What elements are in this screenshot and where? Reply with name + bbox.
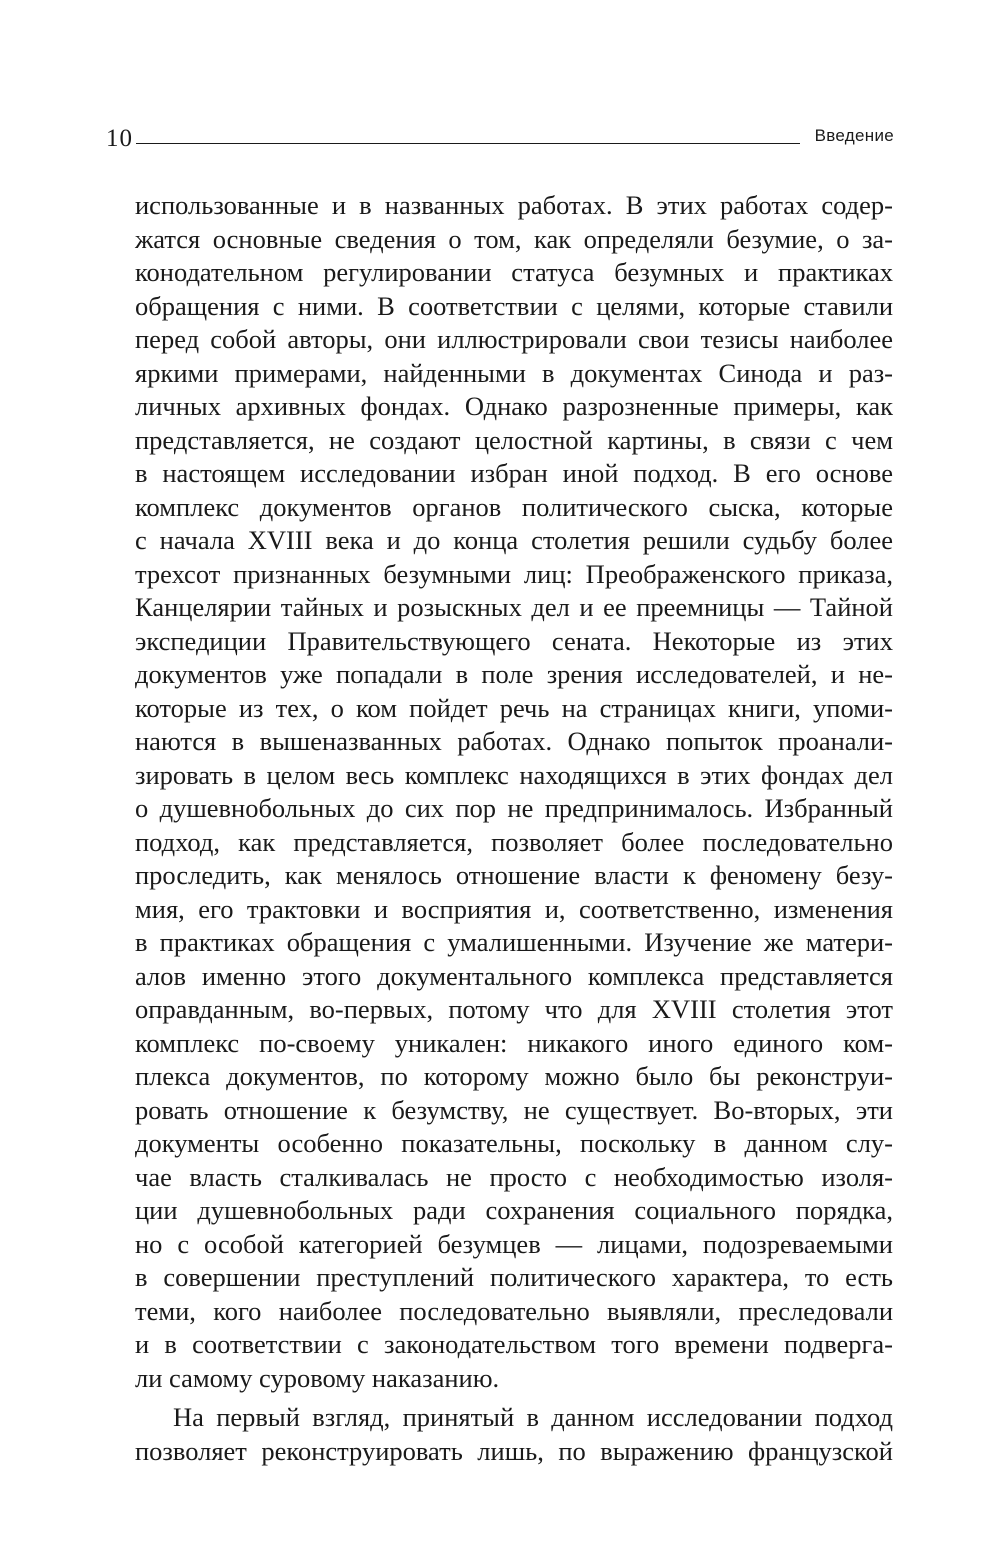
paragraph [135, 189, 893, 1395]
text-line: в совершении преступлений политического характера, то есть [135, 1262, 893, 1292]
text-line: ции душевнобольных ради сохранения социального порядка, [135, 1195, 893, 1225]
text-line: На первый взгляд, принятый в данном исследовании подход [173, 1402, 893, 1432]
header-rule [136, 143, 800, 144]
text-line: обращения с ними. В соответствии с целями, которые ставили [135, 290, 893, 321]
page-number: 10 [106, 125, 133, 152]
text-line: конодательном регулировании статуса безумных и практиках [135, 257, 893, 287]
text-line: с начала XVIII века и до конца столетия решили судьбу более [135, 525, 893, 555]
text-line: наются в вышеназванных работах. Однако попыток проанали- [135, 726, 893, 756]
text-line: документов уже попадали в поле зрения исследователей, и не- [135, 659, 893, 689]
text-line: комплекс по-своему уникален: никакого иного единого ком- [135, 1027, 893, 1058]
text-line: проследить, как менялось отношение власти к феномену безу- [135, 860, 893, 890]
text-line: оправданным, во-первых, потому что для XVIII столетия этот [135, 994, 893, 1024]
text-line: позволяет реконструировать лишь, по выражению французской [135, 1435, 893, 1466]
running-header [106, 124, 894, 154]
text-line: экспедиции Правительствующего сената. Некоторые из этих [135, 625, 893, 656]
text-line: использованные и в названных работах. В этих работах содер- [135, 190, 893, 220]
text-line: Канцелярии тайных и розыскных дел и ее преемницы — Тайной [135, 592, 893, 622]
text-line: ровать отношение к безумству, не существует. Во-вторых, эти [135, 1094, 893, 1125]
text-line: трехсот признанных безумными лиц: Преображенского приказа, [135, 558, 893, 589]
text-line: перед собой авторы, они иллюстрировали свои тезисы наиболее [135, 324, 893, 354]
text-line: яркими примерами, найденными в документах Синода и раз- [135, 357, 893, 388]
text-line: личных архивных фондах. Однако разрозненные примеры, как [135, 391, 893, 421]
text-line: теми, кого наиболее последовательно выявляли, преследовали [135, 1295, 893, 1326]
text-line: мия, его трактовки и восприятия и, соответственно, изменения [135, 893, 893, 924]
text-line: которые из тех, о ком пойдет речь на страницах книги, упоми- [135, 692, 893, 723]
text-line: подход, как представляется, позволяет более последовательно [135, 826, 893, 857]
text-line: в практиках обращения с умалишенными. Изучение же матери- [135, 927, 893, 957]
text-line: в настоящем исследовании избран иной подход. В его основе [135, 458, 893, 488]
section-title: Введение [814, 126, 894, 145]
text-line: о душевнобольных до сих пор не предпринималось. Избранный [135, 793, 893, 823]
text-line: представляется, не создают целостной картины, в связи с чем [135, 424, 893, 455]
text-line: ли самому суровому наказанию. [135, 1362, 500, 1393]
text-line: документы особенно показательны, поскольку в данном слу- [135, 1128, 893, 1158]
text-line: плекса документов, по которому можно было бы реконструи- [135, 1061, 893, 1091]
text-line: и в соответствии с законодательством того времени подверга- [135, 1329, 893, 1359]
text-line: зировать в целом весь комплекс находящихся в этих фондах дел [135, 759, 893, 790]
text-line: комплекс документов органов политического сыска, которые [135, 491, 893, 522]
text-line: жатся основные сведения о том, как определяли безумие, о за- [135, 223, 893, 254]
body-text [135, 189, 893, 1468]
paragraph [135, 1401, 893, 1468]
text-line: чае власть сталкивалась не просто с необходимостью изоля- [135, 1161, 893, 1192]
text-line: но с особой категорией безумцев — лицами, подозреваемыми [135, 1228, 893, 1259]
text-line: алов именно этого документального комплекса представляется [135, 960, 893, 991]
